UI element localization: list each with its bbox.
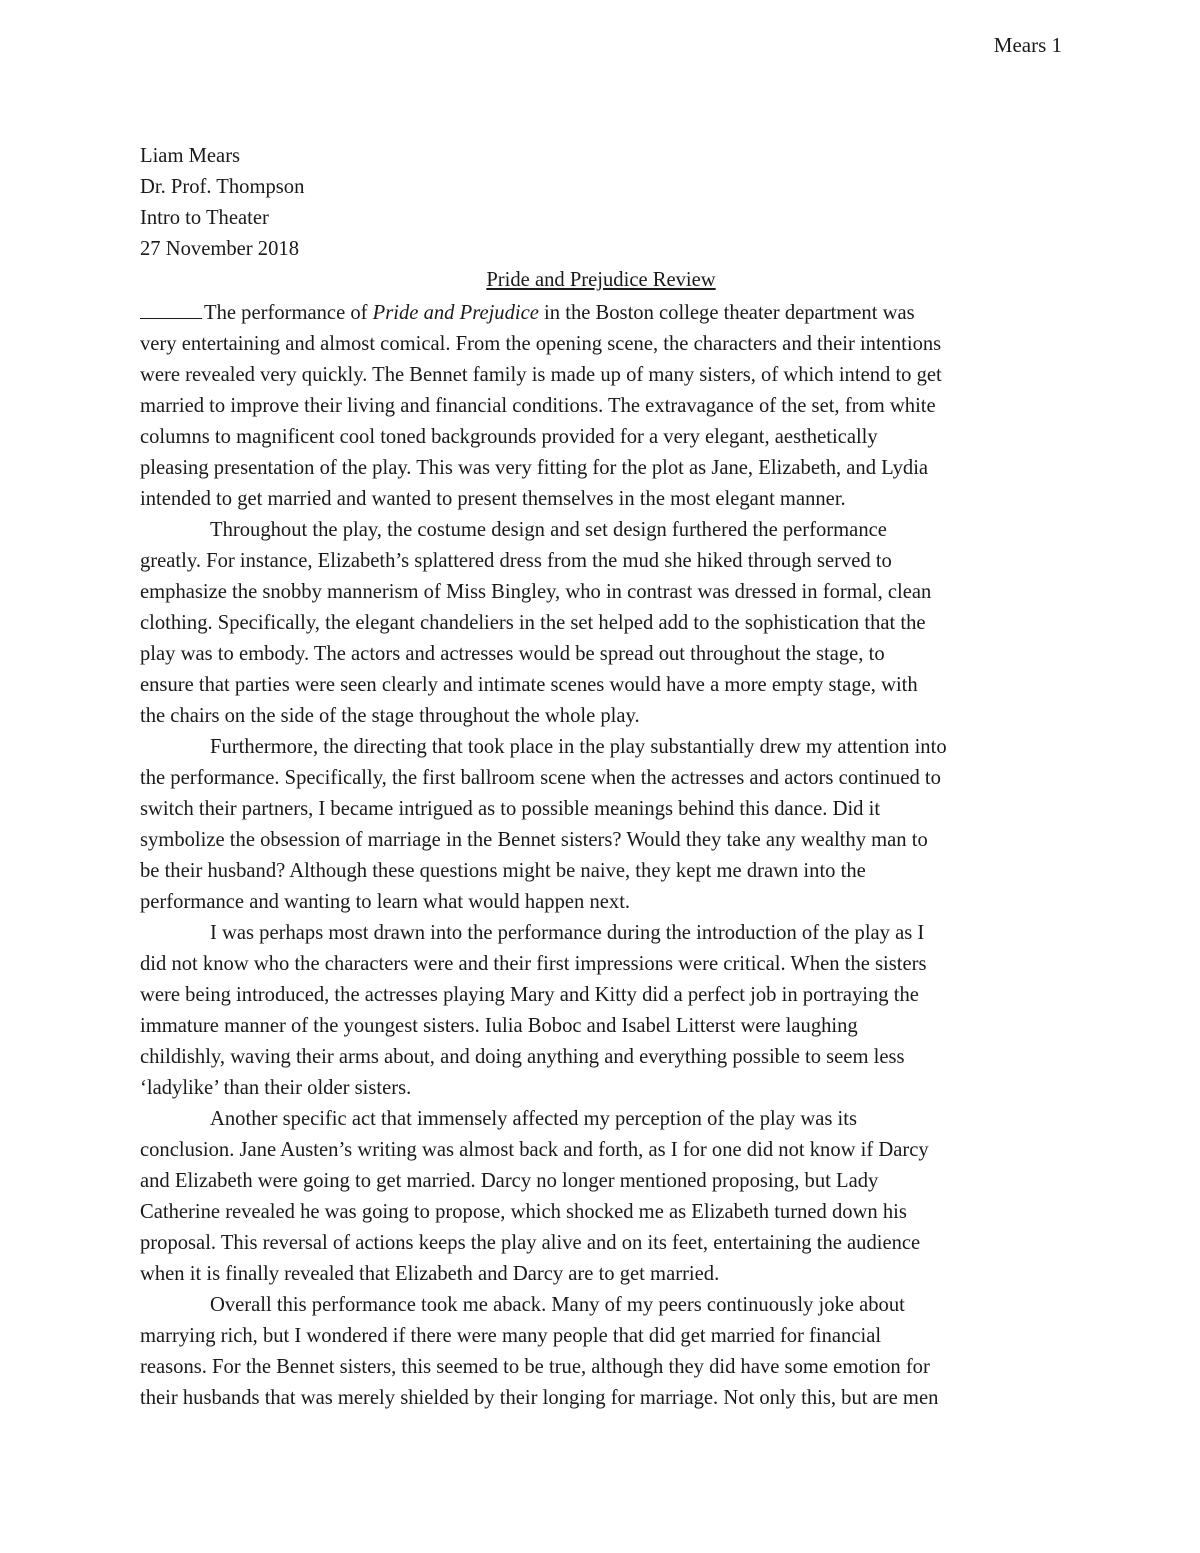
paragraph-line: were being introduced, the actresses playing Mary and Kitty did a perfect job in portraying the [140,984,919,1006]
paragraph-line: married to improve their living and financial conditions. The extravagance of the set, from white [140,395,936,417]
indent-underline [140,296,202,319]
paragraph-line: intended to get married and wanted to present themselves in the most elegant manner. [140,488,846,510]
paragraph-line: and Elizabeth were going to get married. Darcy no longer mentioned proposing, but Lady [140,1170,879,1192]
paragraph-line: emphasize the snobby mannerism of Miss Bingley, who in contrast was dressed in formal, clean [140,581,932,603]
paragraph-2 [140,515,1062,732]
paragraph-line: pleasing presentation of the play. This was very fitting for the plot as Jane, Elizabeth, and Lydia [140,457,929,479]
paragraph-line: columns to magnificent cool toned backgrounds provided for a very elegant, aesthetically [140,426,878,448]
paragraph-line: clothing. Specifically, the elegant chandeliers in the set helped add to the sophistication that the [140,612,926,634]
paragraph-line: Throughout the play, the costume design and set design furthered the performance [210,519,887,541]
paragraph-line: Another specific act that immensely affected my perception of the play was its [210,1108,857,1130]
paragraph-line: symbolize the obsession of marriage in the Bennet sisters? Would they take any wealthy man to [140,829,928,851]
author-name: Liam Mears [140,145,241,167]
paragraph-line: were revealed very quickly. The Bennet family is made up of many sisters, of which intend to get [140,364,942,386]
paragraph-line: conclusion. Jane Austen’s writing was almost back and forth, as I for one did not know if Darcy [140,1139,929,1161]
paragraph-line: childishly, waving their arms about, and doing anything and everything possible to seem less [140,1046,905,1068]
paragraph-line: very entertaining and almost comical. From the opening scene, the characters and their intentions [140,333,942,355]
play-title-italic: Pride and Prejudice [372,302,539,324]
paragraph-line: be their husband? Although these questions might be naive, they kept me drawn into the [140,860,866,882]
running-header: Mears 1 [993,33,1062,57]
paragraph-1 [140,296,1062,515]
paragraph-line: the chairs on the side of the stage throughout the whole play. [140,705,640,727]
paragraph-line: ‘ladylike’ than their older sisters. [140,1077,412,1099]
essay-date: 27 November 2018 [140,238,299,260]
paragraph-line: the performance. Specifically, the first ballroom scene when the actresses and actors continued to [140,767,941,789]
paragraph-line: their husbands that was merely shielded by their longing for marriage. Not only this, but are men [140,1387,939,1409]
paragraph-line: proposal. This reversal of actions keeps the play alive and on its feet, entertaining the audience [140,1232,921,1254]
essay-title: Pride and Prejudice Review [486,269,716,291]
paragraph-line: play was to embody. The actors and actresses would be spread out throughout the stage, to [140,643,885,665]
paragraph-4 [140,918,1062,1104]
paragraph-line: reasons. For the Bennet sisters, this seemed to be true, although they did have some emotion for [140,1356,930,1378]
paragraph-line: did not know who the characters were and their first impressions were critical. When the sisters [140,953,927,975]
paragraph-line: immature manner of the youngest sisters. Iulia Boboc and Isabel Litterst were laughing [140,1015,858,1037]
paragraph-3 [140,732,1062,918]
document-body [140,141,1062,1414]
paragraph-line: switch their partners, I became intrigued as to possible meanings behind this dance. Did it [140,798,881,820]
paragraph-5 [140,1104,1062,1290]
paragraph-line: Catherine revealed he was going to propose, which shocked me as Elizabeth turned down his [140,1201,907,1223]
course-name: Intro to Theater [140,207,269,229]
instructor-name: Dr. Prof. Thompson [140,176,305,198]
paragraph-line: Overall this performance took me aback. Many of my peers continuously joke about [210,1294,905,1316]
paragraph-line: performance and wanting to learn what would happen next. [140,891,631,913]
paragraph-line: Furthermore, the directing that took place in the play substantially drew my attention into [210,736,947,758]
paragraph-line: ensure that parties were seen clearly and intimate scenes would have a more empty stage, with [140,674,918,696]
paragraph-line: when it is finally revealed that Elizabeth and Darcy are to get married. [140,1263,720,1285]
paragraph-line: marrying rich, but I wondered if there were many people that did get married for financial [140,1325,882,1347]
paragraph-line: The performance of Pride and Prejudice in the Boston college theater department was [140,296,1062,329]
paragraph-6 [140,1290,1062,1414]
paragraph-line: greatly. For instance, Elizabeth’s splattered dress from the mud she hiked through served to [140,550,892,572]
paragraph-line: I was perhaps most drawn into the performance during the introduction of the play as I [210,922,925,944]
